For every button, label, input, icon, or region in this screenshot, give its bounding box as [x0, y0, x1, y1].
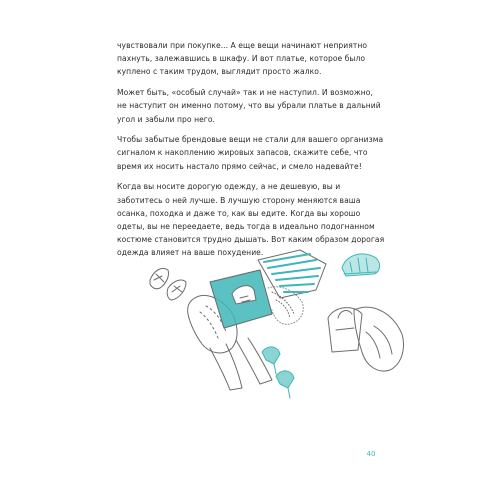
- trousers-drawing: [210, 338, 272, 390]
- high-heels-icon: [262, 347, 294, 398]
- sandals-icon: [150, 268, 186, 300]
- paragraph-3: Чтобы забытые брендовые вещи не стали для вашего организма сигналом к накоплению жировых запасов, скажите себе, что время их носить настало прямо сейчас, и смело надевайте!: [117, 135, 384, 171]
- handbag-icon: [210, 270, 272, 328]
- paragraph-2: Может быть, «особый случай» так и не наступил. И возможно, не наступит он именно потому, что вы убрали платье в дальний угол и забыли про него.: [117, 88, 381, 124]
- tote-bag-icon: [328, 308, 362, 352]
- page-number: 40: [366, 450, 376, 458]
- hat-icon: [342, 254, 380, 276]
- striped-top-drawing: [258, 250, 326, 298]
- paragraph-1: чувствовали при покупке... А еще вещи начинают неприятно пахнуть, залежавшись в шкафу. И вот платье, которое было куплено с таким трудом, выглядит просто жалко.: [117, 41, 368, 77]
- paragraph-4: Когда вы носите дорогую одежду, а не дешевую, вы и заботитесь о ней лучше. В лучшую сторону меняются ваша осанка, походка и даже то, как вы едите. Когда вы хорошо одеты, вы не переедаете, ведь тогда в идеально подогнанном костюме становится трудно дышать. Вот каким образом дорогая одежда влияет на ваше похудение.: [117, 182, 385, 258]
- clothes-pile-illustration: [140, 240, 410, 410]
- body-text: [117, 39, 385, 267]
